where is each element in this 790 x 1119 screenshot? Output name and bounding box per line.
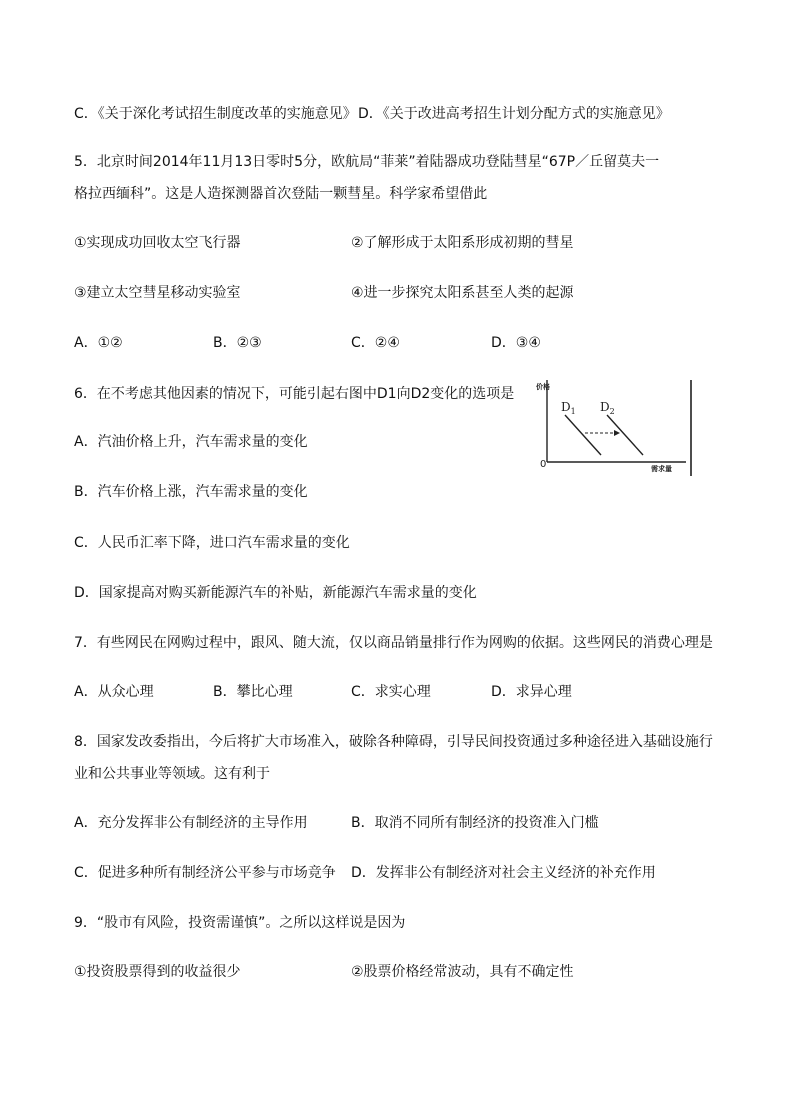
q8-option-d: D．发挥非公有制经济对社会主义经济的补充作用 (351, 865, 656, 881)
q9-stem: 9．“股市有风险，投资需谨慎”。之所以这样说是因为 (74, 915, 406, 931)
q7-option-d: D．求异心理 (491, 684, 572, 700)
demand-curve-d1 (565, 415, 601, 455)
curve-d1-subscript: 1 (570, 407, 576, 416)
q8-stem-line2: 业和公共事业等领域。这有利于 (74, 766, 270, 782)
q7-option-b: B．攀比心理 (213, 684, 293, 700)
curve-d2-subscript: 2 (609, 407, 615, 416)
curve-d1-label: D (561, 400, 571, 414)
x-axis-label: 需求量 (651, 465, 672, 473)
y-axis-label: 价格 (536, 383, 550, 391)
q8-stem-line1: 8．国家发改委指出，今后将扩大市场准入，破除各种障碍，引导民间投资通过多种途径进入基础设施行 (74, 734, 713, 750)
q9-statement-1: ①投资股票得到的收益很少 (74, 964, 241, 980)
q5-statement-2: ②了解形成于太阳系形成初期的彗星 (351, 235, 574, 251)
q4-option-c: C．《关于深化考试招生制度改革的实施意见》 (74, 106, 357, 122)
origin-label: 0 (540, 459, 547, 470)
curve-d2-label: D (600, 400, 610, 414)
svg-text:D1 (561, 400, 576, 416)
q5-statement-4: ④进一步探究太阳系甚至人类的起源 (351, 285, 574, 301)
q5-option-c: C．②④ (351, 335, 400, 351)
q5-option-b: B．②③ (213, 335, 262, 351)
q8-option-b: B．取消不同所有制经济的投资准入门槛 (351, 815, 599, 831)
q6-stem: 6．在不考虑其他因素的情况下，可能引起右图中D1向D2变化的选项是 (74, 386, 515, 402)
demand-curve-d2 (607, 415, 643, 455)
q5-option-a: A．①② (74, 335, 123, 351)
q5-option-d: D．③④ (491, 335, 541, 351)
q4-option-d: D．《关于改进高考招生计划分配方式的实施意见》 (358, 106, 670, 122)
q6-option-d: D．国家提高对购买新能源汽车的补贴，新能源汽车需求量的变化 (74, 585, 477, 601)
q7-option-c: C．求实心理 (351, 684, 431, 700)
q9-statement-2: ②股票价格经常波动，具有不确定性 (351, 964, 574, 980)
q7-stem: 7．有些网民在网购过程中，跟风、随大流，仅以商品销量排行作为网购的依据。这些网民的消费心理是 (74, 635, 713, 651)
q6-option-b: B．汽车价格上涨，汽车需求量的变化 (74, 484, 308, 500)
shift-arrow-head-icon (614, 430, 620, 436)
q8-option-c: C．促进多种所有制经济公平参与市场竞争 (74, 865, 336, 881)
q6-option-c: C．人民币汇率下降，进口汽车需求量的变化 (74, 535, 350, 551)
q5-statement-1: ①实现成功回收太空飞行器 (74, 235, 241, 251)
q6-option-a: A．汽油价格上升，汽车需求量的变化 (74, 434, 308, 450)
svg-text:D2 (600, 400, 615, 416)
demand-shift-graph (534, 378, 694, 478)
q8-option-a: A．充分发挥非公有制经济的主导作用 (74, 815, 308, 831)
q5-statement-3: ③建立太空彗星移动实验室 (74, 285, 241, 301)
q5-stem-line2: 格拉西缅科”。这是人造探测器首次登陆一颗彗星。科学家希望借此 (74, 186, 488, 202)
q7-option-a: A．从众心理 (74, 684, 154, 700)
q5-stem-line1: 5．北京时间2014年11月13日零时5分，欧航局“菲莱”着陆器成功登陆彗星“67P／丘留莫夫一 (74, 154, 660, 170)
